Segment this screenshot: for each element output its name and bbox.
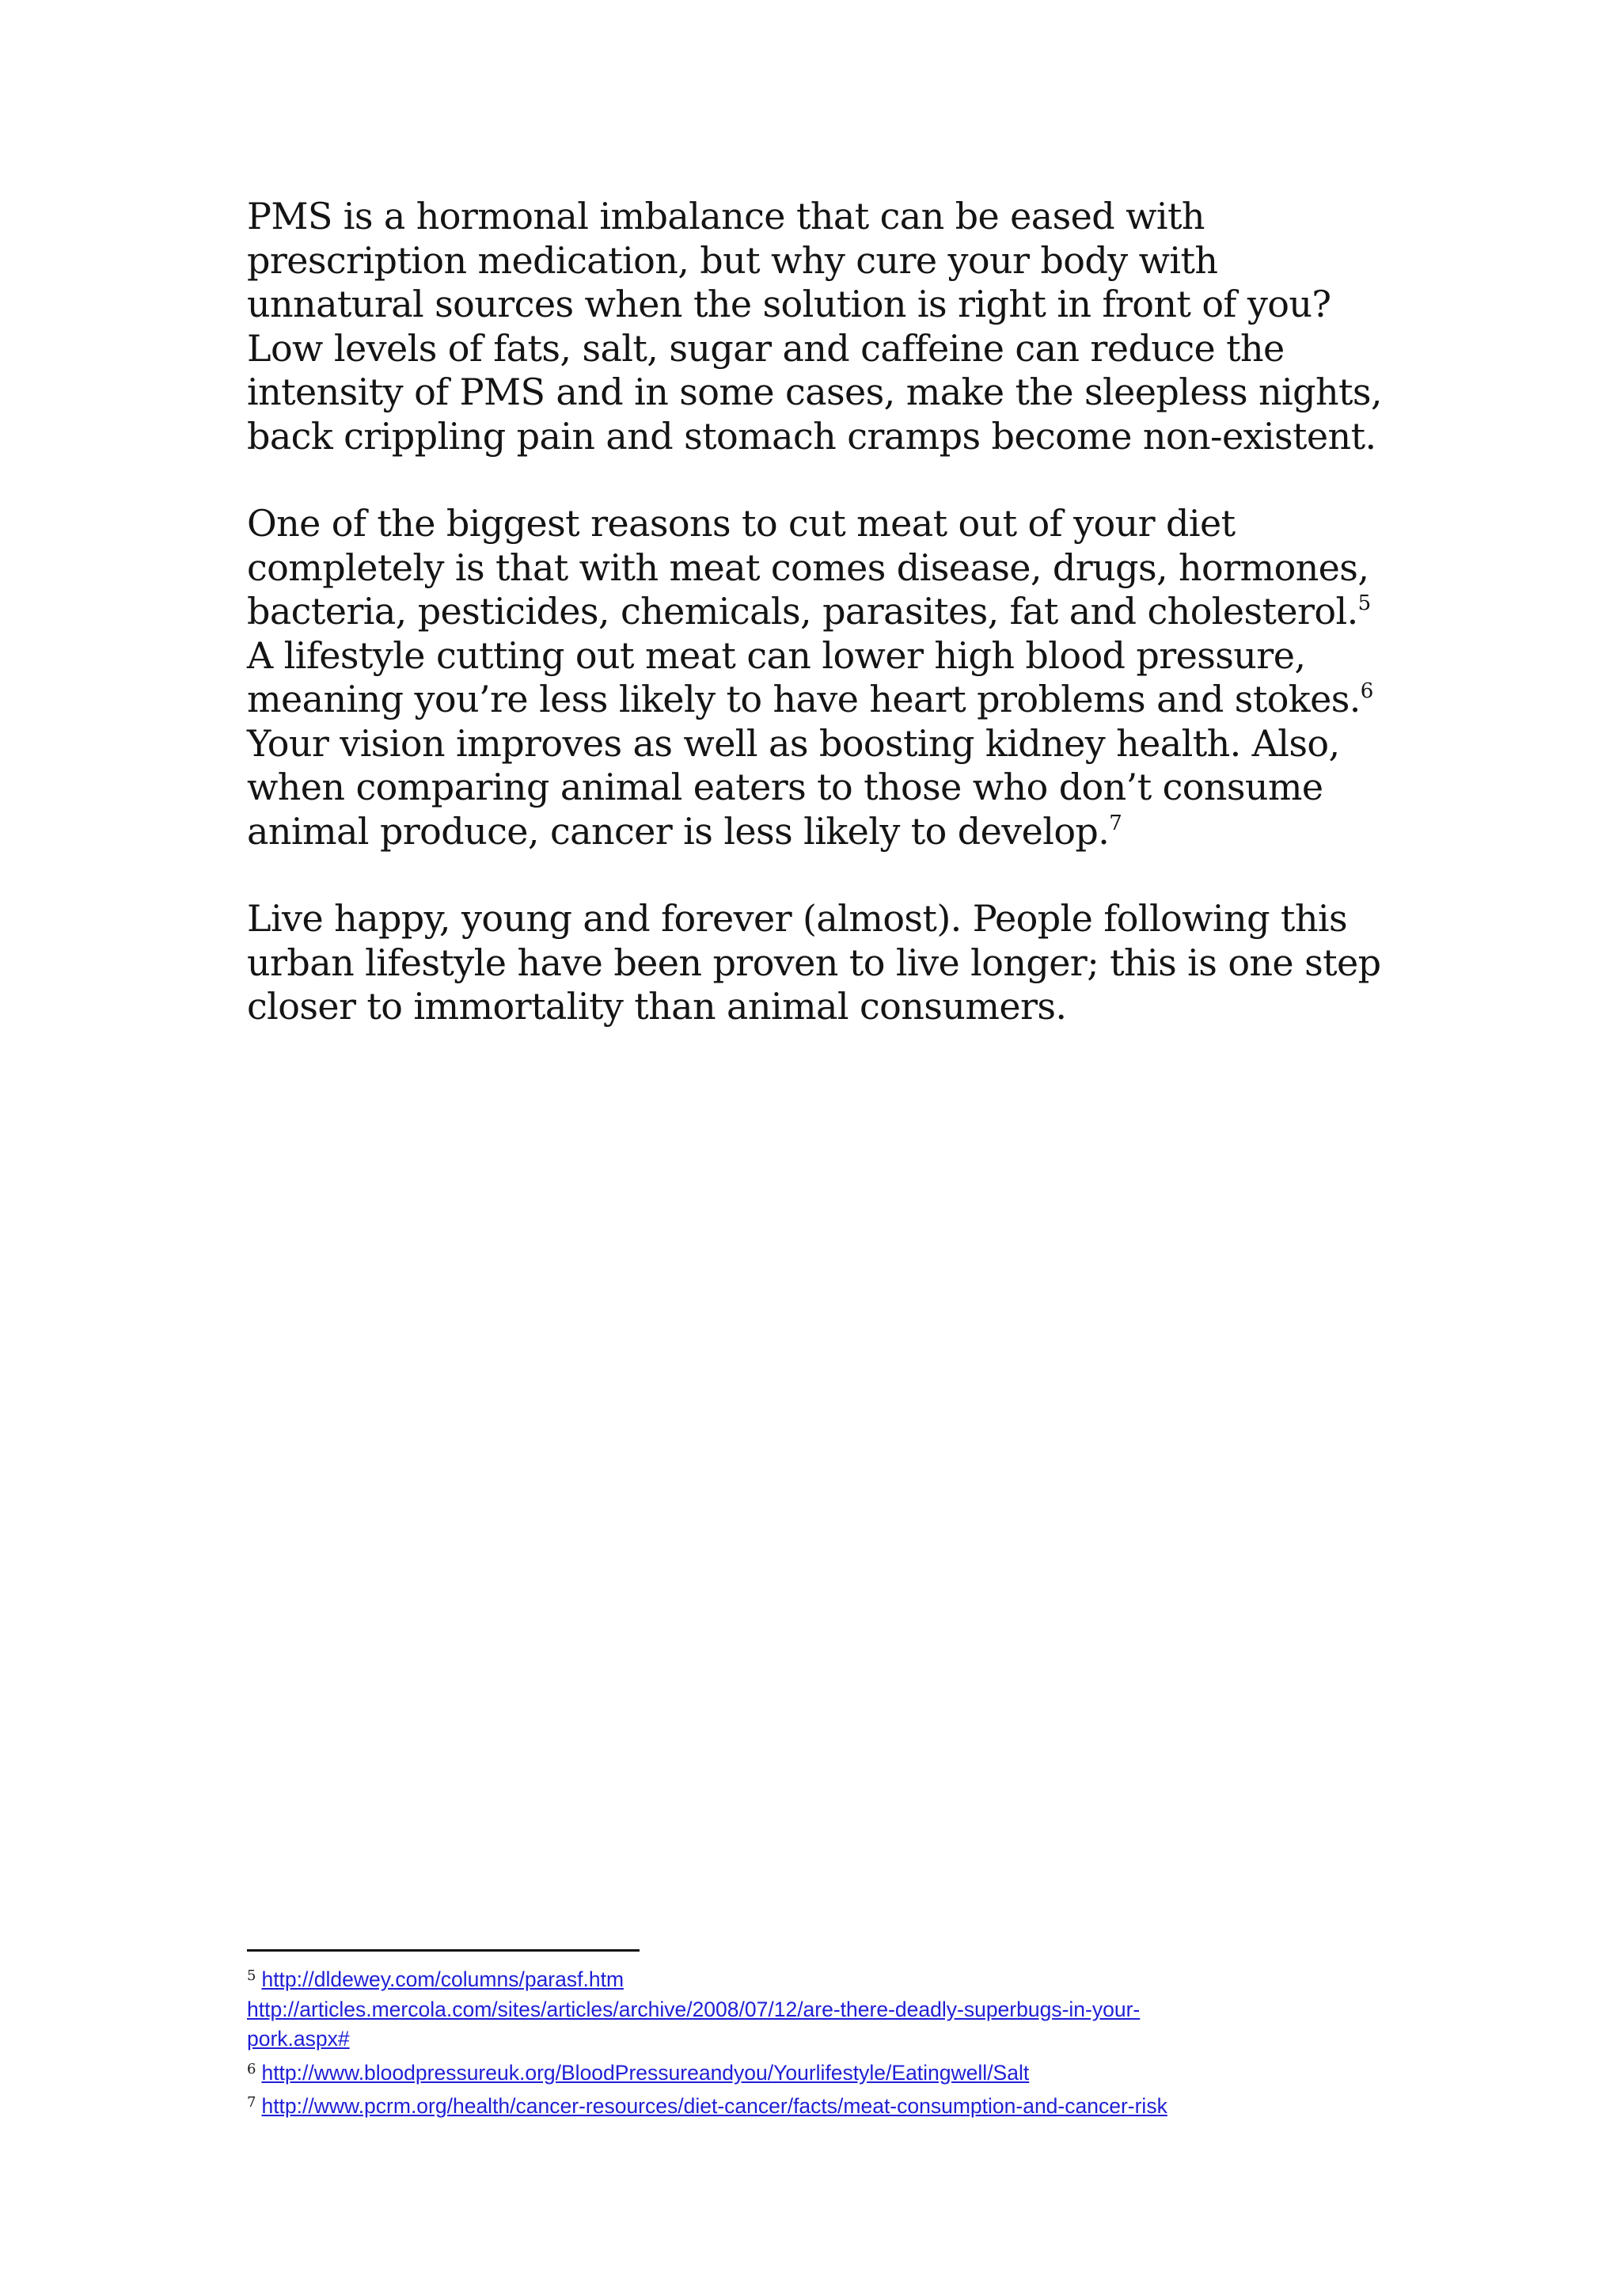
paragraph-meat-health: [247, 502, 1387, 853]
footnote-5-link-mercola-line2[interactable]: pork.aspx#: [247, 2027, 350, 2051]
footnote-number-6: 6: [247, 2060, 256, 2077]
footnotes: [247, 1961, 1395, 2122]
footnote-5-link-mercola-line1[interactable]: http://articles.mercola.com/sites/articles/archive/2008/07/12/are-there-deadly-superbugs-in-your-: [247, 1997, 1141, 2021]
footnote-7: [247, 2088, 1395, 2122]
footnote-5-link-mercola-line1-row: [247, 1995, 1395, 2025]
footnote-6: [247, 2055, 1395, 2089]
footnote-number-5: 5: [247, 1967, 256, 1984]
paragraph-pms: PMS is a hormonal imbalance that can be eased with prescription medication, but why cure your body with unnatural sources when the solution is right in front of you? Low levels of fats, salt, sugar and caffeine can reduce the intensity of PMS and in some cases, make the sleepless nights, back crippling pain and stomach cramps become non-existent.: [247, 195, 1382, 458]
footnote-ref-5[interactable]: 5: [1357, 591, 1371, 615]
footnote-separator: [247, 1949, 640, 1952]
paragraph-meat-health-part1: One of the biggest reasons to cut meat out of your diet completely is that with meat comes disease, drugs, hormones, bacteria, pesticides, chemicals, parasites, fat and cholesterol.: [247, 502, 1369, 633]
body-text: [247, 195, 1387, 1073]
footnote-6-link[interactable]: http://www.bloodpressureuk.org/BloodPressureandyou/Yourlifestyle/Eatingwell/Salt: [261, 2060, 1030, 2085]
footnote-5-link-mercola-line2-row: [247, 2024, 1395, 2055]
paragraph-meat-health-part3: Your vision improves as well as boosting kidney health. Also, when comparing animal eaters to those who don’t consume animal produce, cancer is less likely to develop.: [247, 721, 1340, 853]
footnote-7-link[interactable]: http://www.pcrm.org/health/cancer-resources/diet-cancer/facts/meat-consumption-and-cancer-risk: [261, 2094, 1167, 2118]
footnote-ref-7[interactable]: 7: [1109, 811, 1122, 835]
footnote-number-7: 7: [247, 2094, 256, 2111]
footnote-ref-6[interactable]: 6: [1360, 679, 1373, 703]
footnote-5-link-dldewey[interactable]: http://dldewey.com/columns/parasf.htm: [261, 1967, 624, 1991]
paragraph-meat-health-part2: A lifestyle cutting out meat can lower high blood pressure, meaning you’re less likely to have heart problems and stokes.: [247, 633, 1361, 720]
paragraph-live-happy: Live happy, young and forever (almost). People following this urban lifestyle have been proven to live longer; this is one step closer to immortality than animal consumers.: [247, 897, 1381, 1028]
footnote-5: [247, 1961, 1395, 1995]
